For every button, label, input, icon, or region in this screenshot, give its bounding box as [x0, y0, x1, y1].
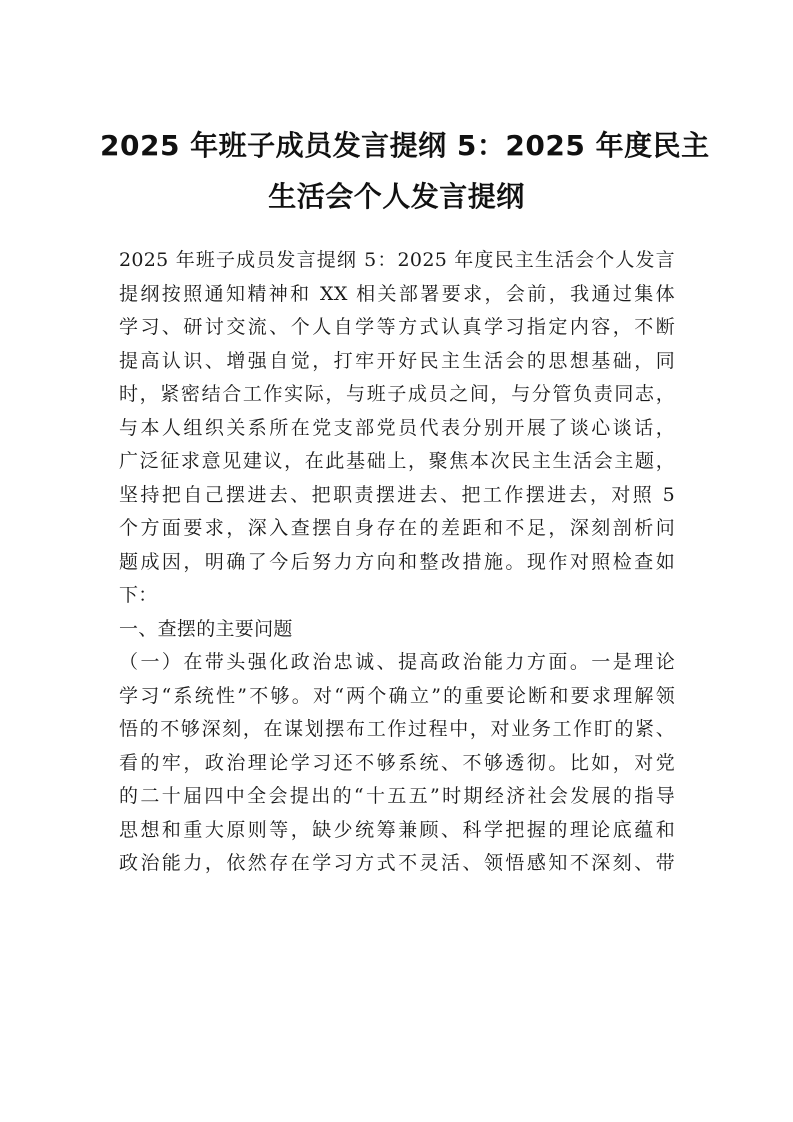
section-heading: 一、查摆的主要问题 [119, 617, 293, 640]
body-line: 广泛征求意见建议，在此基础上，聚焦本次民主生活会主题， [119, 450, 675, 472]
body-line: 2025 年班子成员发言提纲 5：2025 年度民主生活会个人发言 [119, 249, 675, 271]
body-line: 学习、研讨交流、个人自学等方式认真学习指定内容，不断 [119, 316, 675, 338]
body-line: 时，紧密结合工作实际，与班子成员之间，与分管负责同志， [119, 383, 675, 405]
body-line: 下： [119, 584, 158, 606]
title-line: 2025 年班子成员发言提纲 5：2025 年度民主 [100, 129, 710, 162]
body-line: 题成因，明确了今后努力方向和整改措施。现作对照检查如 [119, 550, 675, 573]
body-line: （一）在带头强化政治忠诚、提高政治能力方面。一是理论 [119, 651, 675, 673]
title-line: 生活会个人发言提纲 [268, 180, 525, 213]
body-line: 与本人组织关系所在党支部党员代表分别开展了谈心谈话， [119, 416, 675, 439]
body-line: 学习“系统性”不够。对“两个确立”的重要论断和要求理解领 [119, 684, 675, 707]
body-line: 的二十届四中全会提出的“十五五”时期经济社会发展的指导 [119, 785, 675, 807]
body-line: 个方面要求，深入查摆自身存在的差距和不足，深刻剖析问 [119, 517, 675, 539]
body-line: 提高认识、增强自觉，打牢开好民主生活会的思想基础，同 [119, 349, 675, 372]
document-body [119, 244, 675, 881]
body-line: 看的牢，政治理论学习还不够系统、不够透彻。比如，对党 [119, 751, 675, 774]
document-title [100, 120, 710, 222]
body-line: 政治能力，依然存在学习方式不灵活、领悟感知不深刻、带 [119, 852, 675, 874]
body-line: 悟的不够深刻，在谋划摆布工作过程中，对业务工作盯的紧、 [119, 718, 675, 740]
body-line: 坚持把自己摆进去、把职责摆进去、把工作摆进去，对照 5 [119, 483, 675, 506]
body-line: 思想和重大原则等，缺少统筹兼顾、科学把握的理论底蕴和 [119, 818, 675, 841]
body-line: 提纲按照通知精神和 XX 相关部署要求，会前，我通过集体 [119, 282, 675, 305]
